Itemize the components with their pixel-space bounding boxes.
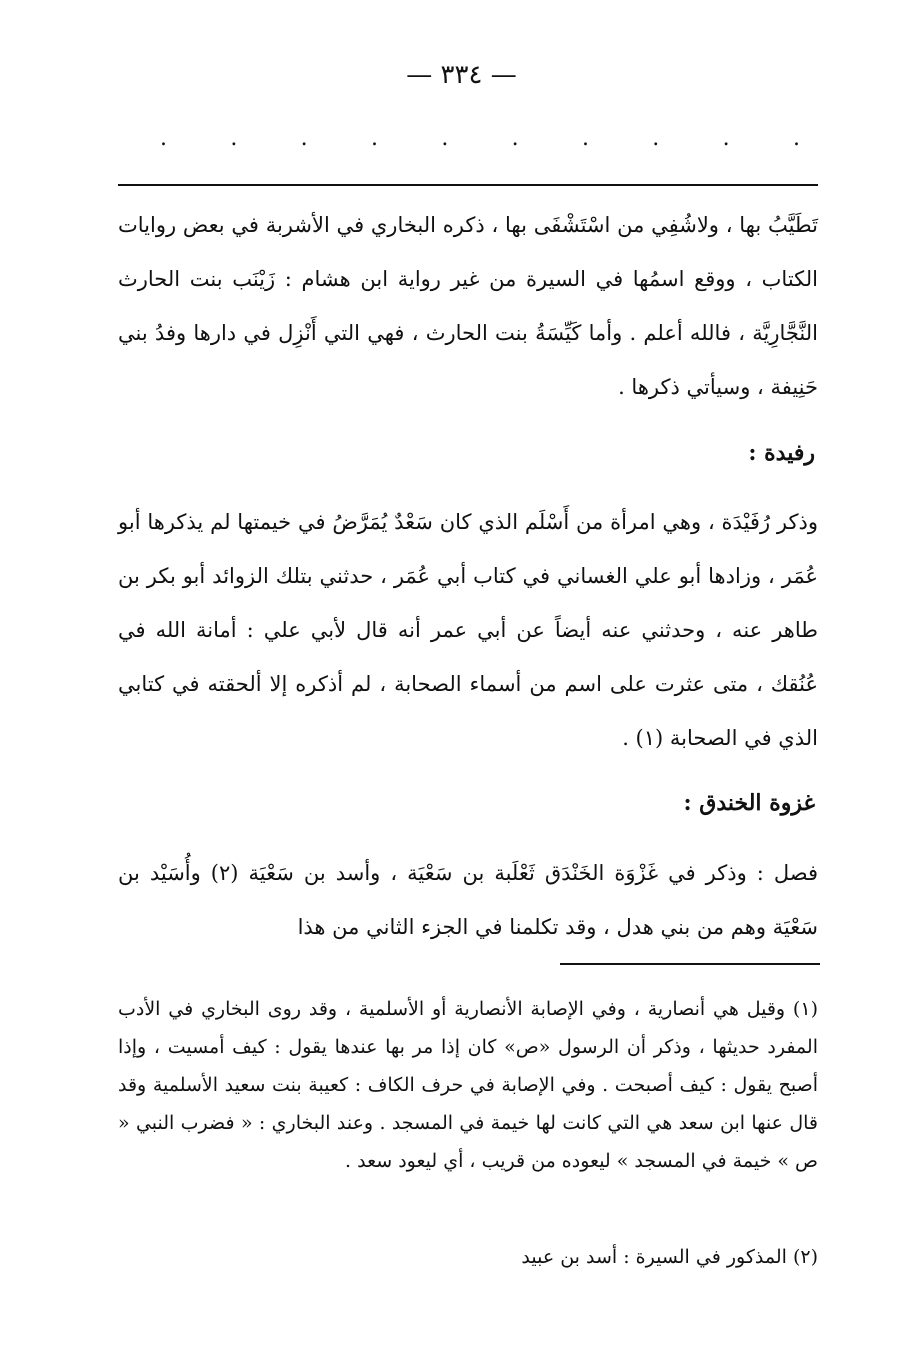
dot: . <box>230 126 238 151</box>
body-paragraph-3: فصل : وذكر في غَزْوَة الخَنْدَق ثَعْلَبة بن سَعْيَة ، وأسد بن سَعْيَة (٢) وأُسَيْد بن سَعْيَة وهم من بني هدل ، وقد تكلمنا في الجزء الثاني من هذا <box>118 861 818 939</box>
dot: . <box>441 126 449 151</box>
footnote-1: (١) وقيل هي أنصارية ، وفي الإصابة الأنصارية أو الأسلمية ، وقد روى البخاري في الأدب المفرد حديثها ، وذكر أن الرسول «ص» كان إذا مر بها عندها يقول : كيف أمسيت ، وإذا أصبح يقول : كيف أصبحت . وفي الإصابة في حرف الكاف : كعيبة بنت سعيد الأسلمية وقد قال عنها ابن سعد هي التي كانت لها خيمة في المسجد . وعند البخاري : « فضرب النبي « ص » خيمة في المسجد » ليعوده من قريب ، أي ليعود سعد . <box>118 998 818 1172</box>
dot: . <box>511 126 519 151</box>
dot: . <box>722 126 730 151</box>
dot: . <box>581 126 589 151</box>
page-number: — ٣٣٤ — <box>406 60 517 90</box>
dot: . <box>792 126 800 151</box>
section-heading-khandaq: غزوة الخندق : <box>683 790 815 816</box>
dot: . <box>300 126 308 151</box>
dot: . <box>652 126 660 151</box>
top-divider <box>118 184 818 186</box>
body-paragraph-1: تَطَيَّبُ بها ، ولاشُفِي من اسْتَشْفَى بها ، ذكره البخاري في الأشربة في بعض روايات الكتاب ، ووقع اسمُها في السيرة من غير رواية ابن هشام : زَيْنَب بنت الحارث النَّجَّارِيَّة ، فالله أعلم . وأما كَيِّسَةُ بنت الحارث ، فهي التي أَنْزِل في دارها وفدُ بني حَنِيفة ، وسيأتي ذكرها . <box>118 213 818 399</box>
dot: . <box>160 126 167 151</box>
body-paragraph-2: وذكر رُفَيْدَة ، وهي امرأة من أَسْلَم الذي كان سَعْدٌ يُمَرَّضُ في خيمتها لم يذكرها أبو عُمَر ، وزادها أبو علي الغساني في كتاب أبي عُمَر ، حدثني بتلك الزوائد أبو بكر بن طاهر عنه ، وحدثني عنه أيضاً عن أبي عمر أنه قال لأبي علي : أمانة الله في عُنُقك ، متى عثرت على اسم من أسماء الصحابة ، لم أذكره إلا ألحقته في كتابي الذي في الصحابة (١) . <box>118 510 818 750</box>
section-heading-rufayda: رفيدة : <box>748 440 815 466</box>
ellipsis-dots-row <box>160 128 800 150</box>
dot: . <box>370 126 378 151</box>
footnote-divider <box>560 963 820 965</box>
footnote-2: (٢) المذكور في السيرة : أسد بن عبيد <box>521 1246 818 1268</box>
